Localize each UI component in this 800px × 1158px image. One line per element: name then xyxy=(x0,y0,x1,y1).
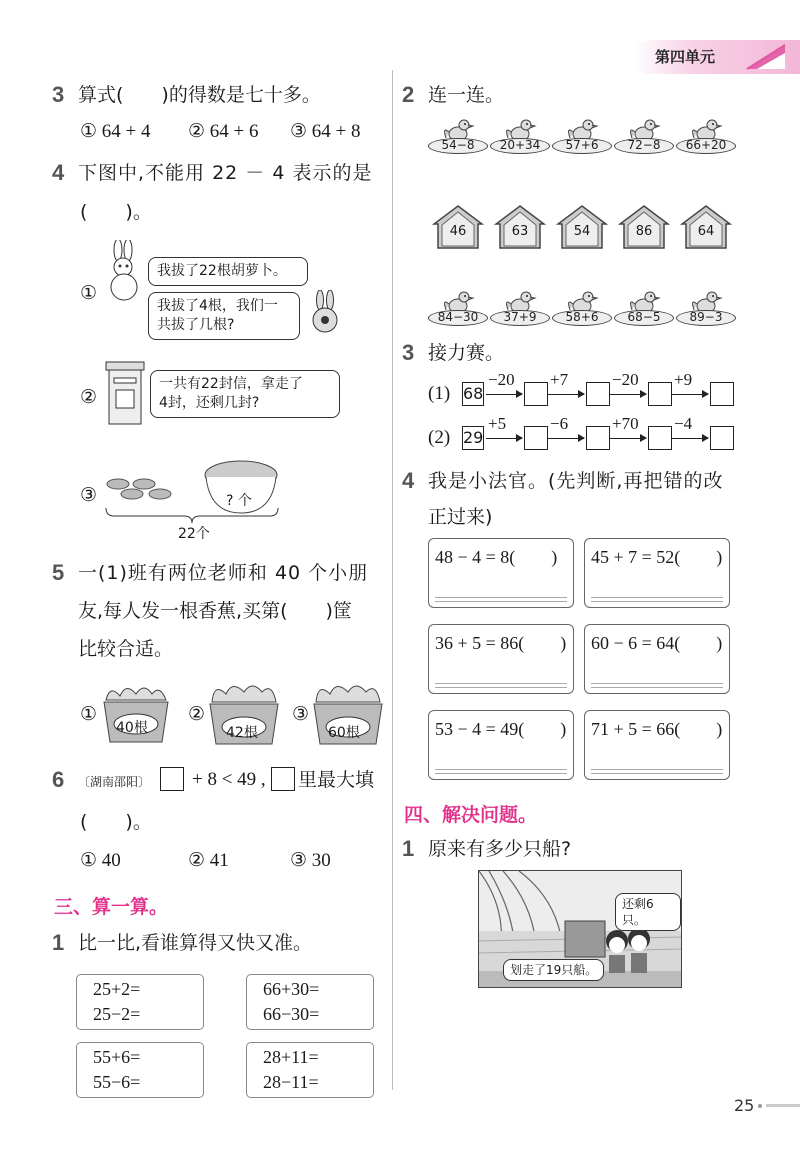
basket-label: ? 个 xyxy=(226,493,252,509)
calc-expr[interactable]: 28+11= xyxy=(263,1047,319,1067)
bird-expression[interactable]: 84−30 xyxy=(437,310,479,324)
bird-expression[interactable]: 72−8 xyxy=(627,138,661,152)
bird-expression[interactable]: 57+6 xyxy=(565,138,599,152)
relay-label: (2) xyxy=(428,427,451,448)
footer-dot xyxy=(758,1104,762,1108)
calc-expr[interactable]: 25+2= xyxy=(93,979,141,999)
option-mark: ③ xyxy=(292,703,310,725)
arrow-head xyxy=(640,390,647,398)
relay-operation: +9 xyxy=(674,370,693,389)
question-number: 3 xyxy=(402,340,415,365)
judge-equation[interactable]: 36 + 5 = 86( ) xyxy=(435,633,567,653)
speech-bubble xyxy=(148,257,308,286)
bubble-text: 4封，还剩几封? xyxy=(159,394,260,411)
option-2: ② 41 xyxy=(188,850,229,871)
question-number: 4 xyxy=(52,160,65,185)
expression: + 8 < 49 , xyxy=(192,769,266,790)
speech-bubble xyxy=(615,893,681,931)
arrow-head xyxy=(702,434,709,442)
bubble-text: 一共有22封信，拿走了 xyxy=(159,376,303,392)
judge-equation[interactable]: 48 − 4 = 8( ) xyxy=(435,547,558,567)
question-text: 里最大填 xyxy=(298,769,375,791)
answer-line[interactable] xyxy=(591,597,723,598)
judge-equation[interactable]: 53 − 4 = 49( ) xyxy=(435,719,567,739)
option-1: ① 64 + 4 xyxy=(80,121,151,142)
house-number: 46 xyxy=(449,224,467,239)
answer-line xyxy=(435,773,567,774)
calc-box xyxy=(246,974,374,1030)
answer-blank: ( )。 xyxy=(80,201,152,223)
total-label: 22个 xyxy=(178,526,210,542)
relay-answer-box[interactable] xyxy=(586,382,610,406)
relay-answer-box[interactable] xyxy=(586,426,610,450)
relay-answer-box[interactable] xyxy=(710,426,734,450)
question-text: 一(1)班有两位老师和 40 个小朋 xyxy=(78,562,369,584)
brace-line xyxy=(104,506,280,524)
question-text: 我是小法官。(先判断,再把错的改 xyxy=(428,470,724,492)
column-divider xyxy=(392,70,393,1090)
judge-box xyxy=(428,710,574,780)
arrow-head xyxy=(516,434,523,442)
house-number: 54 xyxy=(573,224,591,239)
answer-line[interactable] xyxy=(591,769,723,770)
bird-expression[interactable]: 20+34 xyxy=(499,138,541,152)
house-number: 86 xyxy=(635,224,653,239)
source-tag: 〔湖南邵阳〕 xyxy=(78,775,151,789)
relay-operation: +70 xyxy=(612,414,639,433)
calc-expr[interactable]: 66+30= xyxy=(263,979,320,999)
relay-operation: −20 xyxy=(612,370,639,389)
rabbit-icon xyxy=(305,290,347,342)
option-mark: ② xyxy=(188,703,206,725)
calc-expr[interactable]: 25−2= xyxy=(93,1004,141,1024)
rabbit-icon xyxy=(100,240,148,302)
mailbox-icon xyxy=(104,360,146,428)
blank-box xyxy=(160,767,184,791)
boat-picture xyxy=(478,870,682,988)
relay-start: 29 xyxy=(462,426,484,450)
unit-title: 第四单元 xyxy=(655,48,716,66)
bird-expression[interactable]: 54−8 xyxy=(441,138,475,152)
bird-expression[interactable]: 68−5 xyxy=(627,310,661,324)
basket-label: 60根 xyxy=(328,725,360,741)
page-number: 25 xyxy=(734,1096,755,1115)
judge-box xyxy=(428,538,574,608)
basket-label: 40根 xyxy=(116,720,148,736)
bubble-text: 划走了19只船。 xyxy=(510,963,598,977)
arrow-head xyxy=(640,434,647,442)
calc-expr[interactable]: 55+6= xyxy=(93,1047,141,1067)
basket-label: 42根 xyxy=(226,725,258,741)
option-2-mark: ② xyxy=(80,386,98,408)
relay-operation: −4 xyxy=(674,414,693,433)
question-number: 5 xyxy=(52,560,65,585)
option-3: ③ 64 + 8 xyxy=(290,121,361,142)
blank-box xyxy=(271,767,295,791)
judge-equation[interactable]: 45 + 7 = 52( ) xyxy=(591,547,723,567)
bubble-text: 还剩6只。 xyxy=(622,897,654,928)
question-text: 比一比,看谁算得又快又准。 xyxy=(78,932,313,954)
judge-equation[interactable]: 71 + 5 = 66( ) xyxy=(591,719,723,739)
judge-box xyxy=(428,624,574,694)
question-number: 1 xyxy=(52,930,65,955)
relay-answer-box[interactable] xyxy=(710,382,734,406)
relay-operation: −6 xyxy=(550,414,569,433)
house-number: 64 xyxy=(697,224,715,239)
question-text: 原来有多少只船? xyxy=(428,838,572,860)
calc-box xyxy=(76,1042,204,1098)
answer-line[interactable] xyxy=(435,683,567,684)
arrow-head xyxy=(516,390,523,398)
judge-box xyxy=(584,624,730,694)
question-text: 接力赛。 xyxy=(428,342,505,364)
section-heading: 三、算一算。 xyxy=(54,896,169,918)
question-number: 4 xyxy=(402,468,415,493)
speech-bubble xyxy=(150,370,340,418)
answer-line xyxy=(591,601,723,602)
question-number: 3 xyxy=(52,82,65,107)
speech-bubble xyxy=(503,959,604,981)
calc-expr[interactable]: 66−30= xyxy=(263,1004,320,1024)
calc-box xyxy=(246,1042,374,1098)
answer-line[interactable] xyxy=(591,683,723,684)
relay-answer-box[interactable] xyxy=(648,426,672,450)
question-number: 1 xyxy=(402,836,415,861)
judge-box xyxy=(584,710,730,780)
calc-expr[interactable]: 28−11= xyxy=(263,1072,319,1092)
option-3-mark: ③ xyxy=(80,484,98,506)
unit-tab xyxy=(633,40,800,74)
relay-label: (1) xyxy=(428,383,451,404)
ruler-triangle-icon xyxy=(745,43,789,71)
question-text: 正过来) xyxy=(428,506,493,528)
relay-answer-box[interactable] xyxy=(524,426,548,450)
question-text: 友,每人发一根香蕉,买第( )筐 xyxy=(78,600,352,622)
answer-line xyxy=(591,773,723,774)
bird-expression[interactable]: 66+20 xyxy=(685,138,727,152)
section-heading: 四、解决问题。 xyxy=(404,804,538,826)
footer-rule xyxy=(766,1104,800,1107)
relay-answer-box[interactable] xyxy=(524,382,548,406)
relay-answer-box[interactable] xyxy=(648,382,672,406)
bubble-text: 我拔了22根胡萝卜。 xyxy=(157,263,287,279)
question-text: 比较合适。 xyxy=(78,638,174,660)
question-text: 下图中,不能用 22 － 4 表示的是 xyxy=(78,162,373,184)
relay-operation: +5 xyxy=(488,414,507,433)
option-1-mark: ① xyxy=(80,282,98,304)
answer-blank: ( )。 xyxy=(80,811,152,833)
answer-line[interactable] xyxy=(435,769,567,770)
answer-line xyxy=(435,601,567,602)
answer-line xyxy=(591,687,723,688)
option-mark: ① xyxy=(80,703,98,725)
option-1: ① 40 xyxy=(80,850,121,871)
answer-line xyxy=(435,687,567,688)
judge-equation[interactable]: 60 − 6 = 64( ) xyxy=(591,633,723,653)
calc-expr[interactable]: 55−6= xyxy=(93,1072,141,1092)
bird-expression[interactable]: 58+6 xyxy=(565,310,599,324)
house-number: 63 xyxy=(511,224,529,239)
relay-start: 68 xyxy=(462,382,484,406)
question-text: 算式( )的得数是七十多。 xyxy=(78,84,321,106)
relay-operation: −20 xyxy=(488,370,515,389)
question-number: 6 xyxy=(52,767,65,792)
speech-bubble xyxy=(148,292,300,340)
bird-expression[interactable]: 89−3 xyxy=(689,310,723,324)
bubble-text: 共拔了几根? xyxy=(157,316,235,333)
arrow-head xyxy=(702,390,709,398)
question-number: 2 xyxy=(402,82,415,107)
calc-box xyxy=(76,974,204,1030)
arrow-head xyxy=(578,434,585,442)
option-2: ② 64 + 6 xyxy=(188,121,259,142)
bubble-text: 我拔了4根，我们一 xyxy=(157,298,278,314)
question-text: 连一连。 xyxy=(428,84,505,106)
arrow-head xyxy=(578,390,585,398)
carrots-icon xyxy=(104,474,180,502)
answer-line[interactable] xyxy=(435,597,567,598)
relay-operation: +7 xyxy=(550,370,569,389)
option-3: ③ 30 xyxy=(290,850,331,871)
bird-expression[interactable]: 37+9 xyxy=(503,310,537,324)
judge-box xyxy=(584,538,730,608)
